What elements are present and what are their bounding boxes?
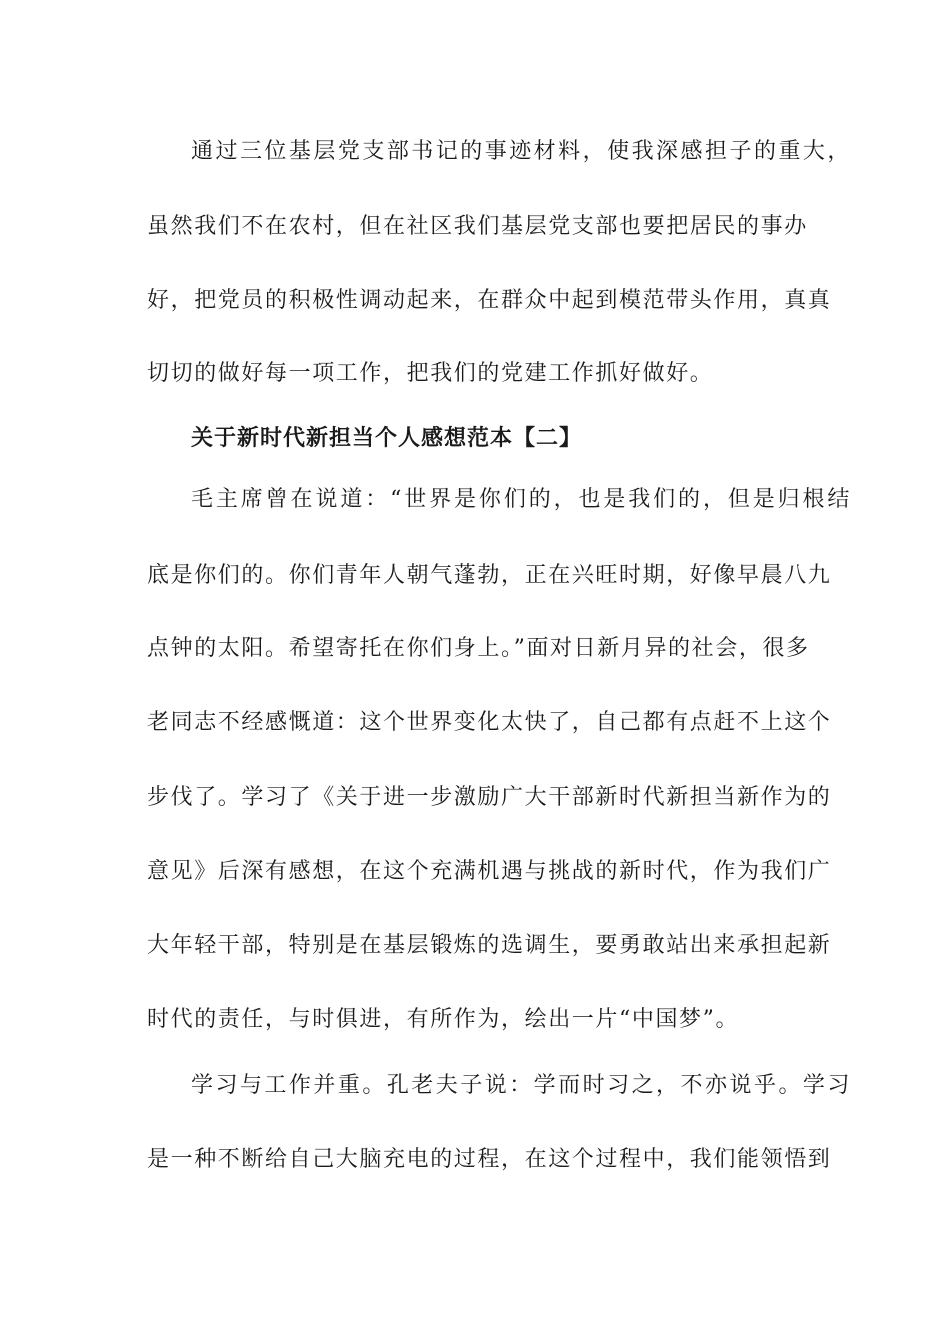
paragraph-line: 是一种不断给自己大脑充电的过程，在这个过程中，我们能领悟到 (147, 1147, 832, 1172)
paragraph-line: 时代的责任，与时俱进，有所作为，绘出一片“中国梦”。 (147, 1007, 740, 1032)
paragraph-line: 学习与工作并重。孔老夫子说：学而时习之，不亦说乎。学习 (191, 1073, 851, 1098)
paragraph-line: 毛主席曾在说道：“世界是你们的，也是我们的，但是归根结 (191, 487, 851, 512)
paragraph-line: 老同志不经感慨道：这个世界变化太快了，自己都有点赶不上这个 (147, 710, 832, 735)
paragraph-line: 切切的做好每一项工作，把我们的党建工作抓好做好。 (147, 361, 714, 386)
paragraph-line: 好，把党员的积极性调动起来，在群众中起到模范带头作用，真真 (147, 288, 832, 313)
paragraph-line: 步伐了。学习了《关于进一步激励广大干部新时代新担当新作为的 (147, 785, 832, 810)
paragraph-line: 点钟的太阳。希望寄托在你们身上。”面对日新月异的社会，很多 (147, 636, 810, 661)
paragraph-line: 意见》后深有感想，在这个充满机遇与挑战的新时代，作为我们广 (147, 859, 832, 884)
paragraph-line: 通过三位基层党支部书记的事迹材料，使我深感担子的重大， (191, 139, 851, 164)
paragraph-line: 虽然我们不在农村，但在社区我们基层党支部也要把居民的事办 (147, 214, 808, 239)
paragraph-line: 底是你们的。你们青年人朝气蓬勃，正在兴旺时期，好像早晨八九 (147, 563, 832, 588)
paragraph-line: 大年轻干部，特别是在基层锻炼的选调生，要勇敢站出来承担起新 (147, 933, 832, 958)
section-heading: 关于新时代新担当个人感想范本【二】 (191, 425, 583, 451)
